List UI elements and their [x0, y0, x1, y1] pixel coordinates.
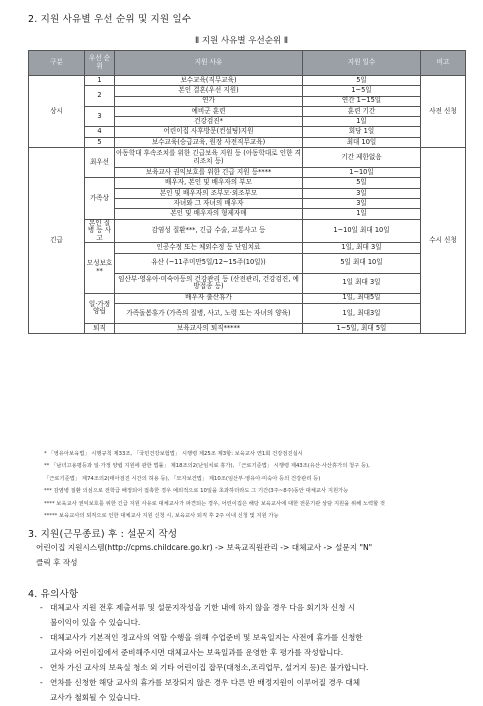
caution-item: - 대체교사가 기본적인 정교사의 역할 수행을 위해 수업준비 및 보육일지는 사전에 휴가를 신청한 교사와 어린이집에서 준비해주시면 대체교사는 보육일과를 운영한 후 평가를 작성합니다. — [50, 630, 470, 661]
section-2-title: 2. 지원 사유별 우선 순위 및 지원 일수 — [28, 14, 192, 25]
days-cell: 연간 1~15일 — [303, 96, 421, 106]
caution-line: 교사가 철회될 수 있습니다. — [50, 693, 141, 703]
days-cell: 기간 제한없음 — [303, 148, 421, 168]
rank-cell: 5 — [85, 137, 115, 147]
reason-cell: 연가 — [115, 96, 303, 106]
caution-line: 대체교사 지원 전후 제출서류 및 설문지작성을 기한 내에 하지 않을 경우 다음 회기차 신청 시 — [50, 603, 356, 612]
reason-cell: 인공수정 또는 체외수정 등 난임치료 — [115, 243, 303, 253]
reason-cell: 아동학대 후속조치를 위한 긴급보육 지원 등 (아동학대로 인한 격리조치 등) — [115, 148, 303, 168]
note-sangsi: 사전 신청 — [421, 76, 466, 148]
note-gingeup: 수시 신청 — [421, 148, 466, 334]
caution-line: 연차를 신청한 해당 교사의 휴가를 보장되지 않은 경우 다른 반 배정지원이 이루어질 경우 대체 — [50, 678, 361, 687]
table-row — [29, 148, 466, 168]
reason-cell: 예비군 훈련 — [115, 106, 303, 116]
reason-cell: 보수교육(직무교육) — [115, 76, 303, 86]
days-cell: 1~5일 — [303, 86, 421, 96]
caution-item: - 연차 가신 교사의 보육실 청소 외 기타 어린이집 잡무(대청소,조리업무, 설거지 등)은 불가합니다. — [50, 660, 470, 675]
table-row — [29, 76, 466, 86]
footnotes — [44, 448, 469, 522]
rank-cell: 3 — [85, 106, 115, 127]
caution-line: 불이익이 있을 수 있습니다. — [50, 618, 141, 628]
days-cell: 5일 — [303, 178, 421, 188]
caution-line: 교사와 어린이집에서 준비해주시면 대체교사는 보육일과를 운영한 후 평가를 작성합니다. — [50, 648, 344, 658]
reason-cell: 본인 및 배우자의 조부모·외조부모 — [115, 188, 303, 198]
table-row — [29, 137, 466, 147]
table-row — [29, 127, 466, 137]
caution-line: 대체교사가 기본적인 정교사의 역할 수행을 위해 수업준비 및 보육일지는 사전에 휴가를 신청한 — [50, 633, 363, 642]
subgroup-bonin-jilbyeong: 본인 질병 등 사고 — [85, 219, 115, 243]
table-row — [29, 293, 466, 303]
table-caption: Ⅱ 지원 사유별 우선순위 Ⅱ — [194, 36, 289, 46]
days-cell: 1일 최대 3일 — [303, 273, 421, 293]
days-cell: 1일, 최대 3일 — [303, 243, 421, 253]
days-cell: 훈련 기간 — [303, 106, 421, 116]
header-note: 비고 — [421, 51, 466, 76]
footnote: ** 「남녀고용평등과 일·가정 양립 지원에 관한 법률」 제18조의2(난임치료 휴가), 「근로기준법」 시행령 제43조(유산·사산휴가의 청구 등), — [44, 463, 370, 470]
table-row — [29, 86, 466, 96]
subgroup-il-gajeong: 일·가정 양립 — [85, 293, 115, 323]
reason-cell: 배우자, 본인 및 배우자의 부모 — [115, 178, 303, 188]
table-row — [29, 178, 466, 188]
footnote: 「근로기준법」 제74조의2(태아검진 시간의 허용 등), 「모자보건법」 제10조(임산부·영유아·미숙아 등의 건강관리 등) — [44, 475, 321, 482]
days-cell: 1일 — [303, 117, 421, 127]
footnote: ***** 보육교사의 퇴직으로 인한 대체교사 지원 신청 시, 보육교사 퇴직 후 2주 이내 신청 및 지원 가능 — [44, 513, 279, 520]
days-cell: 1~10일 최대 10일 — [303, 219, 421, 243]
reason-cell: 자녀와 그 자녀의 배우자 — [115, 198, 303, 208]
header-days: 지원 일수 — [303, 51, 421, 76]
subgroup-gajoksang: 가족상 — [85, 178, 115, 219]
footnote: * 「영유아보육법」 시행규칙 제33조, 「국민건강보험법」 시행령 제25조 제3항: 보육교사 연1회 건강검진실시 — [44, 451, 303, 457]
reason-cell: 보육교사 권익보호를 위한 긴급 지원 등**** — [115, 168, 303, 178]
reason-cell: 임산부·영유아·미숙아등의 건강관리 등 (산전관리, 건강검진, 예방접종 등) — [115, 273, 303, 293]
section-3-line-1: 어린이집 지원시스템(http://cpms.childcare.go.kr) -> 보육교직원관리 -> 대체교사 -> 설문지 "N" — [36, 543, 373, 552]
days-cell: 1일 — [303, 209, 421, 219]
caution-item: - 연차를 신청한 해당 교사의 휴가를 보장되지 않은 경우 다른 반 배정지원이 이루어질 경우 대체 교사가 철회될 수 있습니다. — [50, 675, 470, 706]
reason-cell: 본인 결혼(우선 지원) — [115, 86, 303, 96]
reason-cell: 감염성 질환***, 긴급 수술, 교통사고 등 — [115, 219, 303, 243]
days-cell: 1~5일, 최대 5일 — [303, 323, 421, 333]
group-gingeup: 긴급 — [29, 148, 85, 334]
support-priority-table — [28, 50, 466, 334]
reason-cell: 유산 (~11주미만5일/12~15주(10일)) — [115, 253, 303, 273]
table-row — [29, 106, 466, 116]
rank-cell: 1 — [85, 76, 115, 86]
section-3-title: 3. 지원(근무종료) 후 : 설문지 작성 — [28, 529, 178, 540]
table-header-row — [29, 51, 466, 76]
caution-item: - 대체교사 지원 전후 제출서류 및 설문지작성을 기한 내에 하지 않을 경우 다음 회기차 신청 시 불이익이 있을 수 있습니다. — [50, 600, 470, 631]
days-cell: 최대 10일 — [303, 137, 421, 147]
reason-cell: 보수교육(승급교육, 원장 사전직무교육) — [115, 137, 303, 147]
section-4-title: 4. 유의사항 — [28, 589, 79, 600]
header-category: 구분 — [29, 51, 85, 76]
subgroup-moseongboho: 모성보호** — [85, 243, 115, 293]
rank-cell: 2 — [85, 86, 115, 107]
section-3-line-2: 클릭 후 작성 — [36, 558, 78, 567]
footnote: **** 보육교사 권익보호를 위한 긴급 지원 사유로 대체교사가 파견되는 경우, 어린이집은 해당 보육교사에 대한 전문기관 상담 지원을 위해 노력할 것 — [44, 500, 386, 507]
footnote: *** 감염병 질환 의심으로 전학급 배정되어 접촉한 경우 예외적으로 10일을 초과하더라도 그 기간(3주~8주)동안 대체교사 지원가능 — [44, 488, 349, 495]
days-cell: 1~10일 — [303, 168, 421, 178]
table-row — [29, 219, 466, 243]
days-cell: 1일, 최대5일 — [303, 293, 421, 303]
header-reason: 지원 사유 — [115, 51, 303, 76]
days-cell: 3일 — [303, 198, 421, 208]
reason-cell: 보육교사의 퇴직***** — [115, 323, 303, 333]
subgroup-toejik: 퇴직 — [85, 323, 115, 333]
reason-cell: 본인 및 배우자의 형제자매 — [115, 209, 303, 219]
reason-cell: 배우자 출산휴가 — [115, 293, 303, 303]
group-sangsi: 상시 — [29, 76, 85, 148]
days-cell: 회당 1일 — [303, 127, 421, 137]
table-row — [29, 323, 466, 333]
days-cell: 3일 — [303, 188, 421, 198]
caution-line: 연차 가신 교사의 보육실 청소 외 기타 어린이집 잡무(대청소,조리업무, 설거지 등)은 불가합니다. — [50, 663, 369, 672]
days-cell: 5일 — [303, 76, 421, 86]
subgroup-choeuseon: 최우선 — [85, 148, 115, 178]
table-row — [29, 243, 466, 253]
days-cell: 1일, 최대3일 — [303, 303, 421, 323]
header-rank: 우선 순위 — [85, 51, 115, 76]
reason-cell: 어린이집 사후방문(컨설팅)지원 — [115, 127, 303, 137]
reason-cell: 가족돌봄휴가 (가족의 질병, 사고, 노령 또는 자녀의 양육) — [115, 303, 303, 323]
days-cell: 5일 최대 10일 — [303, 253, 421, 273]
rank-cell: 4 — [85, 127, 115, 137]
reason-cell: 건강검진* — [115, 117, 303, 127]
